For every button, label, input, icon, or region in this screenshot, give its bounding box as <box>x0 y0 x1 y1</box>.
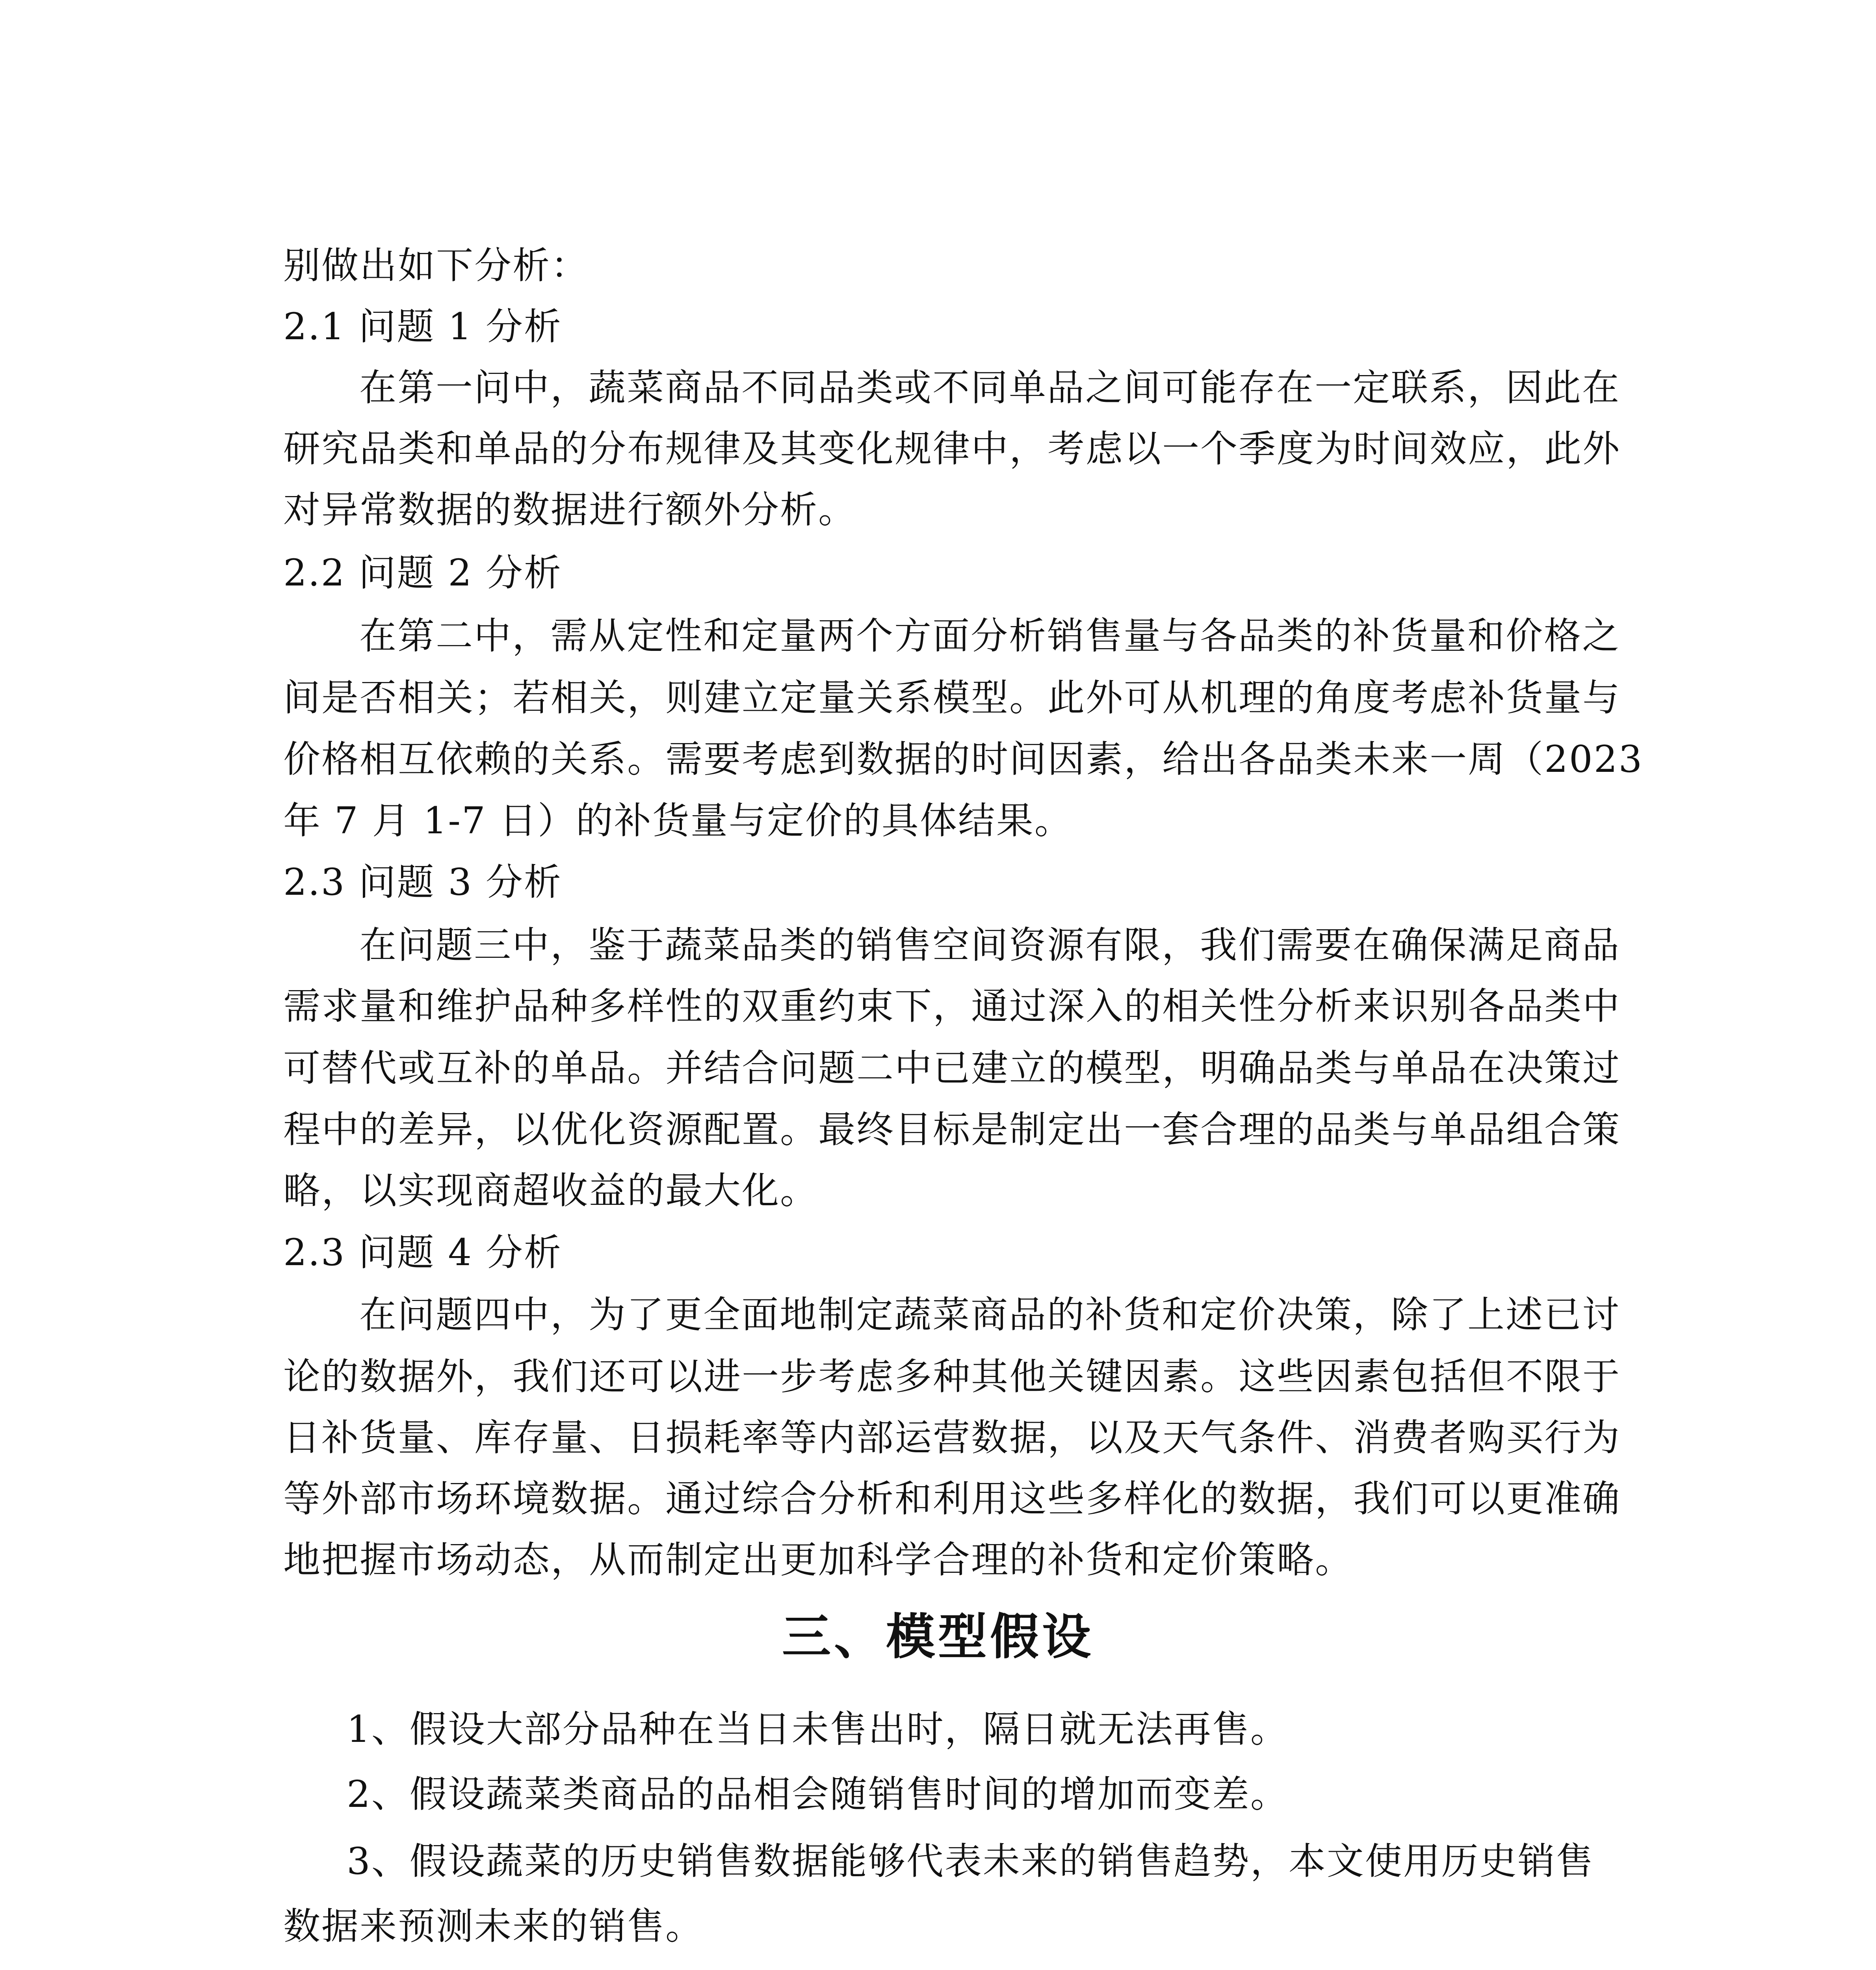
paragraph-line: 研究品类和单品的分布规律及其变化规律中，考虑以一个季度为时间效应，此外 <box>283 427 1621 470</box>
paragraph-line: 需求量和维护品种多样性的双重约束下，通过深入的相关性分析来识别各品类中 <box>283 985 1621 1028</box>
paragraph-line: 在第二中，需从定性和定量两个方面分析销售量与各品类的补货量和价格之 <box>359 615 1621 658</box>
paragraph-line: 程中的差异，以优化资源配置。最终目标是制定出一套合理的品类与单品组合策 <box>283 1108 1621 1151</box>
paragraph-line: 在问题四中，为了更全面地制定蔬菜商品的补货和定价决策，除了上述已讨 <box>359 1294 1621 1336</box>
paragraph-line: 年 7 月 1-7 日）的补货量与定价的具体结果。 <box>283 799 1073 842</box>
paragraph-line: 地把握市场动态，从而制定出更加科学合理的补货和定价策略。 <box>283 1539 1354 1582</box>
paragraph-line: 在第一问中，蔬菜商品不同品类或不同单品之间可能存在一定联系，因此在 <box>359 366 1621 409</box>
paragraph-line: 别做出如下分析： <box>283 244 589 287</box>
paragraph-line: 论的数据外，我们还可以进一步考虑多种其他关键因素。这些因素包括但不限于 <box>283 1355 1621 1398</box>
paragraph-line: 可替代或互补的单品。并结合问题二中已建立的模型，明确品类与单品在决策过 <box>283 1047 1621 1090</box>
section-heading-2-2: 2.2 问题 2 分析 <box>283 552 562 595</box>
section-heading-2-3-problem-4: 2.3 问题 4 分析 <box>283 1231 562 1274</box>
paragraph-line: 略，以实现商超收益的最大化。 <box>283 1169 819 1212</box>
assumption-item: 1、假设大部分品种在当日未售出时，隔日就无法再售。 <box>347 1708 1289 1751</box>
assumption-item: 2、假设蔬菜类商品的品相会随销售时间的增加而变差。 <box>347 1773 1289 1816</box>
paragraph-line: 价格相互依赖的关系。需要考虑到数据的时间因素，给出各品类未来一周（2023 <box>283 738 1644 781</box>
chapter-heading: 三、模型假设 <box>782 1608 1094 1665</box>
section-heading-2-3: 2.3 问题 3 分析 <box>283 861 562 904</box>
paragraph-line: 在问题三中，鉴于蔬菜品类的销售空间资源有限，我们需要在确保满足商品 <box>359 924 1621 967</box>
paragraph-line: 等外部市场环境数据。通过综合分析和利用这些多样化的数据，我们可以更准确 <box>283 1478 1621 1520</box>
assumption-item: 3、假设蔬菜的历史销售数据能够代表未来的销售趋势，本文使用历史销售 <box>347 1840 1594 1883</box>
section-heading-2-1: 2.1 问题 1 分析 <box>283 305 562 348</box>
paragraph-line: 对异常数据的数据进行额外分析。 <box>283 489 857 532</box>
paragraph-line: 日补货量、库存量、日损耗率等内部运营数据，以及天气条件、消费者购买行为 <box>283 1416 1621 1459</box>
paragraph-line: 间是否相关；若相关，则建立定量关系模型。此外可从机理的角度考虑补货量与 <box>283 676 1621 719</box>
assumption-item-continued: 数据来预测未来的销售。 <box>283 1905 704 1948</box>
